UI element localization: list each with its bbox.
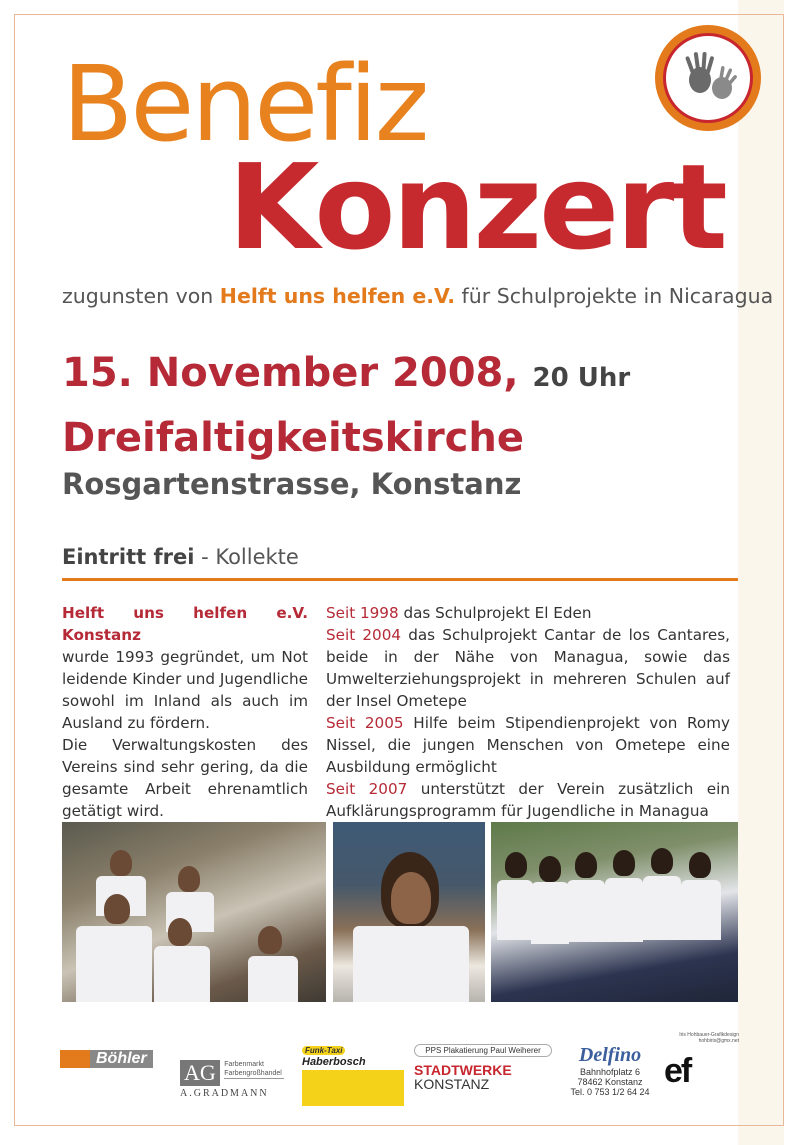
subtitle-org: Helft uns helfen e.V. bbox=[219, 284, 456, 308]
ef-logo: ef bbox=[664, 1052, 691, 1090]
bohler-name: Böhler bbox=[90, 1050, 153, 1068]
divider bbox=[62, 578, 738, 581]
taxi-header bbox=[302, 1044, 404, 1068]
project-text: das Schulprojekt Cantar de los Cantares, beide in der Nähe von Managua, sowie das Umwelterziehungsprojekt in mehreren Schulen auf der Insel Ometepe bbox=[326, 626, 730, 710]
photo-schoolchildren bbox=[491, 822, 738, 1002]
sponsor-taxi bbox=[302, 1044, 404, 1100]
about-heading: Helft uns helfen e.V. Konstanz bbox=[62, 604, 308, 644]
project-since: Seit 2007 bbox=[326, 780, 408, 798]
stadtwerke-line2: KONSTANZ bbox=[414, 1076, 490, 1092]
sponsor-gradmann bbox=[180, 1060, 288, 1100]
sponsor-ef bbox=[664, 1032, 739, 1102]
project-text: unterstützt der Verein zusätzlich ein Aufklärungsprogramm für Jugendliche in Managua bbox=[326, 780, 730, 820]
bohler-logo-mark bbox=[60, 1050, 90, 1068]
photo-classroom bbox=[62, 822, 326, 1002]
subtitle-pre: zugunsten von bbox=[62, 284, 220, 308]
subtitle bbox=[62, 284, 773, 308]
sponsor-stadtwerke bbox=[414, 1044, 552, 1100]
delfino-address-1: Bahnhofplatz 6 bbox=[579, 1067, 641, 1077]
handprint-icon bbox=[663, 33, 753, 123]
about-para-2: Die Verwaltungskosten des Vereins sind sehr gering, da die gesamte Arbeit ehrenamtlich getätigt wird. bbox=[62, 736, 308, 820]
pps-badge: PPS Plakatierung Paul Weiherer bbox=[414, 1044, 552, 1057]
delfino-address-2: 78462 Konstanz bbox=[577, 1077, 643, 1087]
entry-collection: - Kollekte bbox=[194, 545, 299, 569]
entry-free: Eintritt frei bbox=[62, 545, 195, 569]
taxi-tag: Funk-Taxi bbox=[302, 1046, 345, 1055]
project-text: das Schulprojekt El Eden bbox=[398, 604, 592, 622]
date-text: 15. November 2008, bbox=[62, 350, 519, 396]
taxi-name: Haberbosch bbox=[302, 1056, 366, 1068]
project-item bbox=[326, 778, 730, 822]
delfino-phone: Tel. 0 753 1/2 64 24 bbox=[570, 1087, 650, 1097]
taxi-info-box bbox=[302, 1070, 404, 1106]
address: Rosgartenstrasse, Konstanz bbox=[62, 467, 522, 501]
ag-subtitle: Farbenmarkt Farbengroßhandel bbox=[224, 1060, 284, 1079]
project-item bbox=[326, 712, 730, 778]
handprint-logo bbox=[655, 25, 761, 131]
stadtwerke-line1: STADTWERKE bbox=[414, 1062, 512, 1078]
delfino-logo: Delfino bbox=[578, 1044, 642, 1066]
title-benefiz: Benefiz bbox=[62, 43, 427, 165]
sponsor-delfino bbox=[565, 1034, 655, 1104]
bohler-fine-print bbox=[60, 1068, 170, 1074]
entry-info bbox=[62, 545, 299, 569]
gradmann-name: A.GRADMANN bbox=[180, 1088, 269, 1099]
about-para-1: wurde 1993 gegründet, um Not leidende Kinder und Jugendliche sowohl im Inland als auch im Ausland zu fördern. bbox=[62, 648, 308, 732]
project-text: Hilfe beim Stipendienprojekt von Romy Nissel, die jungen Menschen von Ometepe eine Ausbildung ermöglicht bbox=[326, 714, 730, 776]
project-item bbox=[326, 602, 730, 624]
design-credit-1: Iris Hohbauer-Grafikdesign bbox=[679, 1032, 739, 1038]
projects-column bbox=[326, 602, 730, 822]
project-since: Seit 2005 bbox=[326, 714, 404, 732]
time-text: 20 Uhr bbox=[532, 363, 631, 393]
design-credit-2: hohbiris@gmx.net bbox=[698, 1038, 739, 1044]
about-column bbox=[62, 602, 308, 822]
event-date bbox=[62, 350, 630, 396]
project-since: Seit 2004 bbox=[326, 626, 402, 644]
project-item bbox=[326, 624, 730, 712]
subtitle-post: für Schulprojekte in Nicaragua bbox=[455, 284, 774, 308]
title-konzert: Konzert bbox=[228, 138, 725, 276]
sponsor-bohler bbox=[60, 1050, 170, 1102]
ag-logo: AG bbox=[180, 1060, 220, 1086]
venue: Dreifaltigkeitskirche bbox=[62, 415, 524, 461]
photo-girl bbox=[333, 822, 485, 1002]
project-since: Seit 1998 bbox=[326, 604, 399, 622]
